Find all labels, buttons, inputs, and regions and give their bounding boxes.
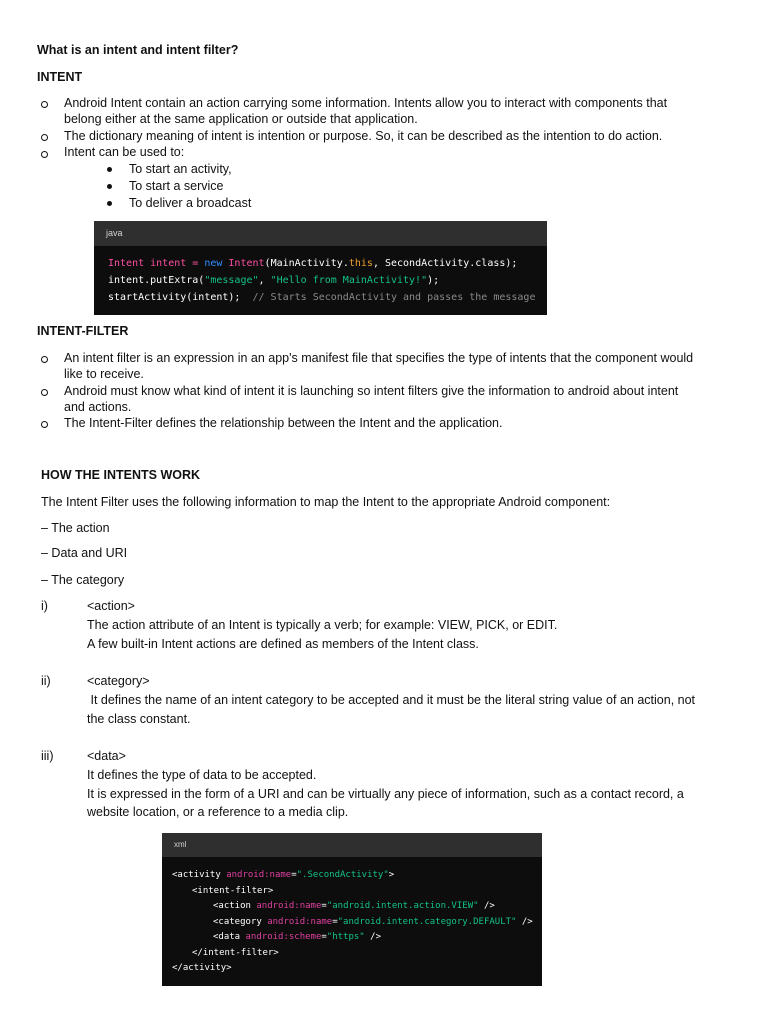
section-line: A few built-in Intent actions are defined as members of the Intent class. [87,637,479,651]
bullet-circle-icon [41,389,48,396]
intent-use-3: To deliver a broadcast [129,196,252,210]
section-number: i) [41,599,48,613]
bullet-disc-icon [107,167,112,172]
bullet-disc-icon [107,184,112,189]
code-line-7: </activity> [172,963,232,973]
how-item-category: – The category [41,573,125,587]
java-code-block [94,221,547,315]
section-line: The action attribute of an Intent is typically a verb; for example: VIEW, PICK, or EDIT. [87,618,558,632]
code-language-label: java [94,221,547,246]
bullet-circle-icon [41,421,48,428]
code-language-label: xml [162,833,542,857]
code-line-4: <category android:name="android.intent.category.DEFAULT" /> [213,917,533,927]
bullet-circle-icon [41,101,48,108]
filter-bullet-1-cont: like to receive. [64,367,144,381]
xml-code-block [162,833,542,986]
section-number: ii) [41,674,51,688]
code-line-3: <action android:name="android.intent.action.VIEW" /> [213,901,495,911]
section-tag: <category> [87,674,150,688]
how-item-action: – The action [41,521,110,535]
intent-bullet-1: Android Intent contain an action carrying some information. Intents allow you to interact with components that [64,96,668,110]
section-line: website location, or a reference to a media clip. [87,805,349,819]
section-line: the class constant. [87,712,191,726]
section-tag: <action> [87,599,135,613]
section-line: It defines the name of an intent category to be accepted and it must be the literal string value of an action, not [87,693,696,707]
section-line: It is expressed in the form of a URI and can be virtually any piece of information, such as a contact record, a [87,787,684,801]
section-tag: <data> [87,749,126,763]
filter-bullet-3: The Intent-Filter defines the relationship between the Intent and the application. [64,416,503,430]
how-heading: HOW THE INTENTS WORK [41,468,201,482]
filter-bullet-2: Android must know what kind of intent it is launching so intent filters give the information to android about intent [64,384,679,398]
filter-heading: INTENT-FILTER [37,324,129,338]
intent-use-1: To start an activity, [129,162,232,176]
bullet-disc-icon [107,201,112,206]
code-line-5: <data android:scheme="https" /> [213,932,381,942]
filter-bullet-2-cont: and actions. [64,400,132,414]
section-line: It defines the type of data to be accepted. [87,768,317,782]
filter-bullet-1: An intent filter is an expression in an app's manifest file that specifies the type of intents that the component would [64,351,694,365]
bullet-circle-icon [41,134,48,141]
intent-bullet-3: Intent can be used to: [64,145,185,159]
code-line-6: </intent-filter> [192,948,279,958]
how-intro: The Intent Filter uses the following information to map the Intent to the appropriate Android component: [41,495,611,509]
code-line-3: startActivity(intent); // Starts SecondActivity and passes the message [108,292,536,303]
how-item-data: – Data and URI [41,546,128,560]
code-line-1: Intent intent = new Intent(MainActivity.this, SecondActivity.class); [108,258,518,269]
code-line-1: <activity android:name=".SecondActivity"> [172,870,395,880]
intent-use-2: To start a service [129,179,224,193]
page-title: What is an intent and intent filter? [37,43,239,57]
bullet-circle-icon [41,151,48,158]
code-line-2: <intent-filter> [192,886,274,896]
code-line-2: intent.putExtra("message", "Hello from MainActivity!"); [108,275,440,286]
intent-bullet-1-cont: belong either at the same application or outside that application. [64,112,418,126]
intent-heading: INTENT [37,70,83,84]
section-number: iii) [41,749,54,763]
bullet-circle-icon [41,356,48,363]
intent-bullet-2: The dictionary meaning of intent is intention or purpose. So, it can be described as the intention to do action. [64,129,663,143]
